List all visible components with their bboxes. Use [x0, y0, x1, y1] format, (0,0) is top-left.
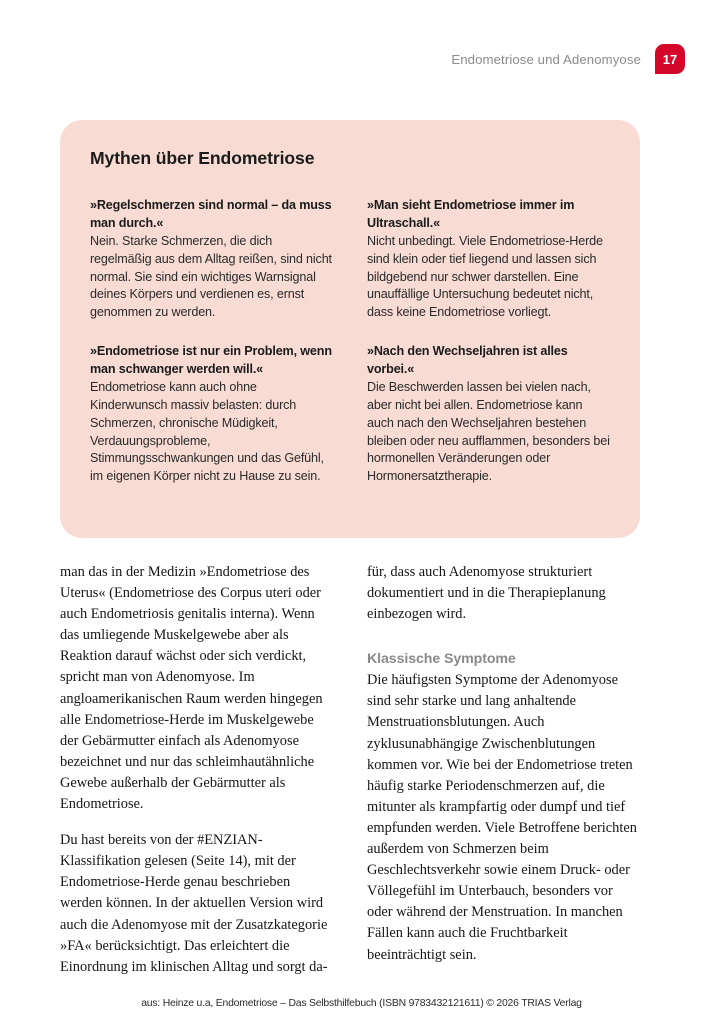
body-text-columns	[60, 562, 640, 978]
myth-box-left-column	[90, 197, 333, 486]
footer-credit-line: aus: Heinze u.a, Endometriose – Das Selbsthilfebuch (ISBN 9783432121611) © 2026 TRIAS Verlag	[141, 998, 582, 1009]
myth-claim: »Man sieht Endometriose immer im Ultraschall.«	[367, 198, 575, 230]
myth-item	[367, 197, 610, 322]
myth-box-title: Mythen über Endometriose	[90, 148, 315, 168]
myth-answer: Nein. Starke Schmerzen, die dich regelmäßig aus dem Alltag reißen, sind nicht normal. Sie sind ein wichtiges Warnsignal deines Körpers und verdienen es, ernst genommen zu werden.	[90, 233, 332, 320]
myth-box-columns	[90, 197, 610, 486]
body-paragraph: für, dass auch Adenomyose strukturiert dokumentiert und in die Therapieplanung einbezogen wird.	[367, 564, 606, 623]
myth-item	[367, 343, 610, 486]
section-heading-klassische-symptome: Klassische Symptome	[367, 651, 516, 668]
myth-answer: Die Beschwerden lassen bei vielen nach, aber nicht bei allen. Endometriose kann auch nach den Wechseljahren bestehen bleiben oder neu aufflammen, besonders bei hormonellen Veränderungen oder Hormonersatztherapie.	[367, 379, 610, 484]
myth-claim: »Nach den Wechseljahren ist alles vorbei.«	[367, 344, 568, 376]
page-running-header	[60, 44, 685, 74]
body-paragraph: man das in der Medizin »Endometriose des Uterus« (Endometriose des Corpus uteri oder auch Endometriosis genitalis interna). Wenn das umliegende Muskelgewebe aber als Reaktion darauf wächst oder sich verdickt, spricht man von Adenomyose. Im angloamerikanischen Raum werden hingegen alle Endometriose-Herde im Muskelgewebe der Gebärmutter einfach als Adenomyose bezeichnet und nur das schleimhautähnliche Gewebe außerhalb der Gebärmutter als Endometriose.	[60, 564, 323, 813]
body-paragraph: Die häufigsten Symptome der Adenomyose sind sehr starke und lang anhaltende Menstruationsblutungen. Auch zyklusunabhängige Zwischenblutungen kommen vor. Wie bei der Endometriose treten häufig starke Periodenschmerzen auf, die mitunter als krampfartig oder dumpf und tief empfunden werden. Viele Betroffene berichten außerdem von Schmerzen beim Geschlechtsverkehr sowie einem Druck- oder Völlegefühl im Unterbauch, besonders vor oder während der Menstruation. In manchen Fällen kann auch die Fruchtbarkeit beeinträchtigt sein.	[367, 672, 637, 963]
page-number-badge: 17	[655, 44, 685, 74]
myth-claim: »Regelschmerzen sind normal – da muss man durch.«	[90, 198, 332, 230]
myth-answer: Endometriose kann auch ohne Kinderwunsch massiv belasten: durch Schmerzen, chronische Müdigkeit, Verdauungsprobleme, Stimmungsschwankungen und das Gefühl, im eigenen Körper nicht zu Hause zu sein.	[90, 379, 324, 484]
myth-box-right-column	[367, 197, 610, 486]
body-paragraph: Du hast bereits von der #ENZIAN-Klassifikation gelesen (Seite 14), mit der Endometriose-Herde genau beschrieben werden können. In der aktuellen Version wird auch die Adenomyose mit der Zusatzkategorie »FA« berücksichtigt. Das erleichtert die Einordnung im klinischen Alltag und sorgt da-	[60, 832, 328, 975]
myth-item	[90, 343, 333, 486]
body-right-column	[367, 562, 640, 978]
myth-claim: »Endometriose ist nur ein Problem, wenn man schwanger werden will.«	[90, 344, 332, 376]
body-left-column	[60, 562, 333, 978]
page-header-title: Endometriose und Adenomyose	[451, 51, 641, 67]
myth-callout-box	[60, 120, 640, 538]
myth-answer: Nicht unbedingt. Viele Endometriose-Herde sind klein oder tief liegend und lassen sich bildgebend nur schwer darstellen. Eine unauffällige Untersuchung bedeutet nicht, dass keine Endometriose vorliegt.	[367, 233, 603, 320]
myth-item	[90, 197, 333, 322]
